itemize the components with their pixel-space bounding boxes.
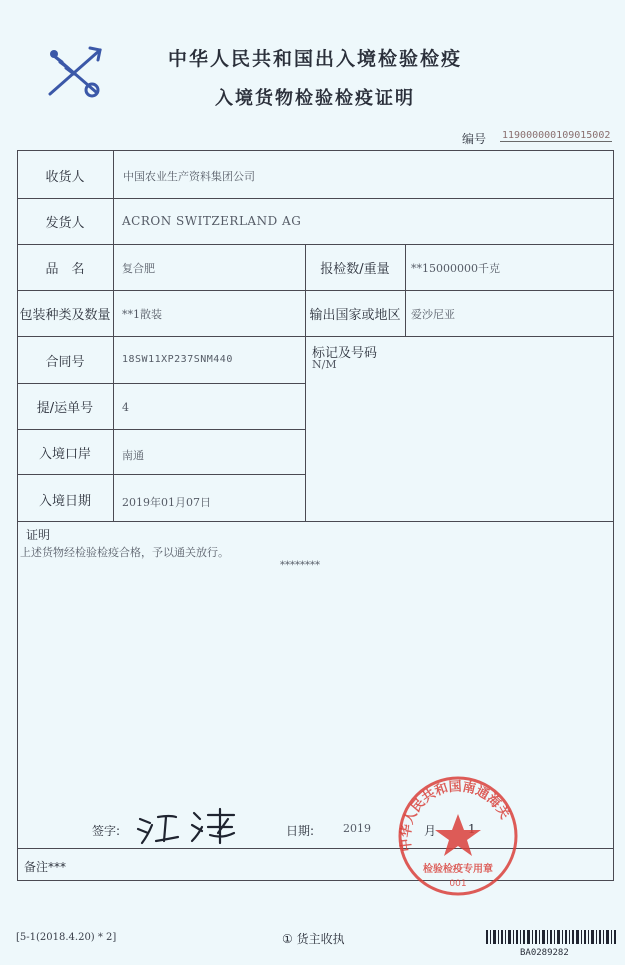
date-sign-label: 日期: — [286, 824, 315, 838]
row-divider — [17, 198, 614, 199]
sign-label: 签字: — [92, 824, 121, 838]
origin-label: 输出国家或地区 — [309, 308, 401, 323]
row-divider — [17, 336, 614, 337]
stamp-ring-text: 中华人民共和国南通海关 — [398, 779, 512, 853]
port-value: 南通 — [122, 449, 144, 462]
consignee-value: 中国农业生产资料集团公司 — [123, 170, 255, 183]
sign-day: 1 — [468, 822, 476, 836]
copy-label: ① 货主收执 — [282, 932, 345, 946]
bl-value: 4 — [122, 401, 129, 414]
consignor-label: 发货人 — [45, 216, 85, 231]
product-label: 品 名 — [45, 262, 85, 277]
contract-label: 合同号 — [45, 355, 85, 370]
table-border-top — [17, 150, 614, 151]
stamp-bottom-text: 检验检疫专用章 — [423, 864, 493, 875]
consignee-label: 收货人 — [45, 170, 85, 185]
col-divider — [305, 244, 306, 521]
product-value: 复合肥 — [122, 262, 155, 275]
remarks-label: 备注*** — [24, 860, 67, 874]
quantity-label: 报检数/重量 — [320, 262, 390, 277]
cert-no-label: 编号 — [462, 132, 487, 146]
bl-label: 提/运单号 — [36, 401, 94, 416]
barcode-number: BA0289282 — [520, 948, 569, 958]
handwritten-signature — [136, 805, 246, 847]
document-subtitle: 入境货物检验检疫证明 — [215, 88, 415, 109]
consignor-value: ACRON SWITZERLAND AG — [122, 214, 302, 228]
origin-value: 爱沙尼亚 — [411, 308, 455, 321]
cert-no-value: 119000000109015002 — [502, 130, 611, 141]
packing-label: 包装种类及数量 — [19, 308, 111, 323]
official-seal-stamp — [394, 772, 522, 900]
customs-emblem-icon — [42, 42, 114, 102]
col-divider — [113, 150, 114, 521]
row-divider — [17, 383, 305, 384]
table-border-bottom — [17, 880, 614, 881]
sign-month-suffix: 月 — [424, 824, 437, 838]
entry-date-value: 2019年01月07日 — [122, 496, 211, 509]
row-divider — [17, 521, 614, 522]
stamp-number: 001 — [449, 879, 467, 889]
form-code: [5-1(2018.4.20) * 2] — [16, 932, 117, 943]
document-title: 中华人民共和国出入境检验检疫 — [167, 48, 462, 70]
port-label: 入境口岸 — [38, 447, 91, 462]
row-divider — [17, 290, 614, 291]
marks-value: N/M — [312, 358, 337, 371]
marks-label: 标记及号码 — [312, 346, 378, 361]
packing-value: **1散装 — [122, 308, 162, 321]
quantity-value: **15000000千克 — [411, 262, 500, 275]
row-divider — [17, 848, 614, 849]
certification-label: 证明 — [26, 528, 51, 542]
table-border-right — [613, 150, 614, 880]
col-divider — [405, 244, 406, 336]
sign-year: 2019 — [343, 822, 371, 835]
certification-stars: ******** — [280, 560, 320, 571]
row-divider — [17, 244, 614, 245]
contract-value: 18SW11XP237SNM440 — [122, 354, 233, 365]
row-divider — [17, 474, 305, 475]
row-divider — [17, 429, 305, 430]
certification-text: 上述货物经检验检疫合格，予以通关放行。 — [20, 546, 229, 559]
entry-date-label: 入境日期 — [38, 494, 91, 509]
